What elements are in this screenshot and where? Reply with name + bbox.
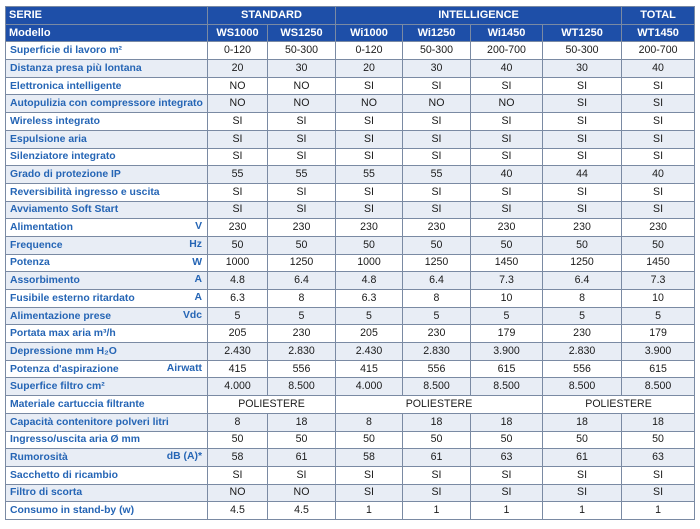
row-label <box>6 42 208 60</box>
table-cell: 5 <box>471 307 543 325</box>
row-label <box>6 219 208 237</box>
table-row <box>6 360 695 378</box>
table-cell: 63 <box>471 449 543 467</box>
table-row <box>6 502 695 520</box>
table-row <box>6 431 695 449</box>
row-unit: Vdc <box>182 309 202 321</box>
series-group-header: INTELLIGENCE <box>336 7 622 25</box>
table-cell: 5 <box>403 307 471 325</box>
table-cell: 1450 <box>471 254 543 272</box>
table-cell: 50 <box>336 431 403 449</box>
row-label-text: Distanza presa più lontana <box>10 62 142 74</box>
table-cell: 8 <box>336 413 403 431</box>
table-cell: 2.830 <box>543 343 622 361</box>
row-unit: A <box>194 292 202 303</box>
spec-table <box>5 6 695 520</box>
table-cell: SI <box>336 201 403 219</box>
table-cell: SI <box>268 466 336 484</box>
table-cell: 5 <box>336 307 403 325</box>
table-row-material <box>6 396 695 414</box>
table-cell: 556 <box>543 360 622 378</box>
row-label-text: Potenza <box>10 257 50 269</box>
table-cell: 2.830 <box>268 343 336 361</box>
row-unit: A <box>194 274 202 286</box>
table-cell: 1450 <box>622 254 695 272</box>
table-cell: 18 <box>268 413 336 431</box>
table-row <box>6 130 695 148</box>
table-cell: SI <box>403 183 471 201</box>
model-header: WT1250 <box>543 24 622 42</box>
table-row <box>6 290 695 308</box>
table-row <box>6 77 695 95</box>
material-cell: POLIESTERE <box>336 396 543 414</box>
table-cell: 5 <box>543 307 622 325</box>
table-cell: NO <box>471 95 543 113</box>
table-row <box>6 113 695 131</box>
table-cell: 5 <box>622 307 695 325</box>
table-cell: SI <box>543 466 622 484</box>
row-label <box>6 431 208 449</box>
row-unit: V <box>195 221 202 233</box>
model-header: WS1250 <box>268 24 336 42</box>
table-cell: SI <box>208 183 268 201</box>
table-cell: SI <box>622 466 695 484</box>
table-cell: SI <box>543 77 622 95</box>
table-cell: SI <box>471 183 543 201</box>
row-label <box>6 95 208 113</box>
table-cell: 50 <box>543 236 622 254</box>
table-cell: 1000 <box>208 254 268 272</box>
table-cell: 5 <box>268 307 336 325</box>
table-cell: 8 <box>403 290 471 308</box>
row-label-text: Frequence <box>10 239 63 251</box>
table-cell: 230 <box>622 219 695 237</box>
table-row <box>6 236 695 254</box>
table-cell: NO <box>208 484 268 502</box>
table-row <box>6 42 695 60</box>
table-cell: 18 <box>403 413 471 431</box>
table-cell: 179 <box>622 325 695 343</box>
table-cell: SI <box>403 466 471 484</box>
table-cell: NO <box>268 484 336 502</box>
table-cell: SI <box>622 77 695 95</box>
table-cell: 1 <box>336 502 403 520</box>
table-cell: 615 <box>471 360 543 378</box>
table-cell: SI <box>403 77 471 95</box>
table-cell: 4.5 <box>268 502 336 520</box>
table-cell: 230 <box>268 325 336 343</box>
table-cell: 1250 <box>543 254 622 272</box>
table-cell: SI <box>336 113 403 131</box>
table-cell: 50 <box>208 431 268 449</box>
table-cell: 205 <box>336 325 403 343</box>
model-header: Wi1250 <box>403 24 471 42</box>
table-cell: SI <box>208 466 268 484</box>
table-cell: 50 <box>622 431 695 449</box>
row-label-text: Elettronica intelligente <box>10 80 122 92</box>
row-unit: W <box>192 256 202 268</box>
row-label-text: Autopulizia con compressore integrato <box>10 98 203 110</box>
row-label-text: Espulsione aria <box>10 133 87 145</box>
row-label-text: Depressione mm H₂O <box>10 345 117 357</box>
table-cell: SI <box>471 113 543 131</box>
table-cell: SI <box>208 113 268 131</box>
table-cell: 1 <box>403 502 471 520</box>
table-cell: 179 <box>471 325 543 343</box>
row-label <box>6 502 208 520</box>
table-cell: 556 <box>268 360 336 378</box>
table-cell: 1250 <box>403 254 471 272</box>
table-cell: 615 <box>622 360 695 378</box>
table-cell: 18 <box>622 413 695 431</box>
table-cell: SI <box>471 466 543 484</box>
table-cell: SI <box>622 201 695 219</box>
table-cell: 415 <box>336 360 403 378</box>
table-row <box>6 148 695 166</box>
table-cell: 2.430 <box>336 343 403 361</box>
table-cell: SI <box>471 77 543 95</box>
table-cell: 8.500 <box>543 378 622 396</box>
table-cell: SI <box>208 201 268 219</box>
table-cell: 230 <box>471 219 543 237</box>
table-cell: SI <box>336 183 403 201</box>
row-label <box>6 201 208 219</box>
table-cell: SI <box>336 77 403 95</box>
table-cell: SI <box>622 130 695 148</box>
table-cell: 230 <box>268 219 336 237</box>
table-cell: SI <box>403 484 471 502</box>
table-cell: 6.4 <box>543 272 622 290</box>
table-cell: 50 <box>336 236 403 254</box>
table-cell: 415 <box>208 360 268 378</box>
table-cell: NO <box>336 95 403 113</box>
row-label <box>6 77 208 95</box>
table-row <box>6 272 695 290</box>
table-cell: SI <box>543 201 622 219</box>
table-header <box>6 7 695 42</box>
table-cell: 1 <box>471 502 543 520</box>
table-cell: SI <box>622 183 695 201</box>
table-row <box>6 166 695 184</box>
table-cell: SI <box>268 201 336 219</box>
table-cell: 1250 <box>268 254 336 272</box>
table-cell: 230 <box>543 325 622 343</box>
table-cell: 40 <box>471 60 543 78</box>
table-cell: 230 <box>543 219 622 237</box>
row-label <box>6 484 208 502</box>
table-cell: SI <box>268 113 336 131</box>
row-label-text: Grado di protezione IP <box>10 169 121 181</box>
table-cell: SI <box>471 148 543 166</box>
table-cell: SI <box>622 148 695 166</box>
serie-label: SERIE <box>6 7 208 25</box>
row-label <box>6 166 208 184</box>
table-cell: 6.3 <box>336 290 403 308</box>
table-cell: SI <box>543 113 622 131</box>
table-cell: 8 <box>208 413 268 431</box>
table-cell: 61 <box>268 449 336 467</box>
table-cell: SI <box>543 484 622 502</box>
row-label-text: Fusibile esterno ritardato <box>10 292 135 304</box>
table-cell: SI <box>403 113 471 131</box>
row-label-text: Ingresso/uscita aria Ø mm <box>10 434 140 446</box>
table-cell: SI <box>622 484 695 502</box>
row-label <box>6 254 208 272</box>
table-cell: 5 <box>208 307 268 325</box>
table-cell: 4.000 <box>336 378 403 396</box>
row-label <box>6 272 208 290</box>
table-row <box>6 413 695 431</box>
table-row <box>6 307 695 325</box>
row-label <box>6 113 208 131</box>
table-cell: 55 <box>208 166 268 184</box>
table-row <box>6 95 695 113</box>
table-cell: 2.830 <box>403 343 471 361</box>
table-cell: SI <box>268 183 336 201</box>
table-row <box>6 183 695 201</box>
table-body <box>6 42 695 520</box>
table-cell: 3.900 <box>471 343 543 361</box>
table-cell: 50-300 <box>268 42 336 60</box>
table-cell: SI <box>336 466 403 484</box>
table-cell: 61 <box>403 449 471 467</box>
table-row <box>6 201 695 219</box>
table-cell: 8.500 <box>403 378 471 396</box>
table-cell: 230 <box>336 219 403 237</box>
table-row <box>6 325 695 343</box>
series-group-header: TOTAL <box>622 7 695 25</box>
row-label <box>6 396 208 414</box>
table-cell: 55 <box>403 166 471 184</box>
table-cell: SI <box>543 148 622 166</box>
table-cell: 1000 <box>336 254 403 272</box>
material-cell: POLIESTERE <box>208 396 336 414</box>
table-cell: 30 <box>403 60 471 78</box>
table-cell: 8.500 <box>471 378 543 396</box>
table-cell: SI <box>622 113 695 131</box>
table-cell: SI <box>403 201 471 219</box>
row-label-text: Reversibilità ingresso e uscita <box>10 186 160 198</box>
header-row-modello <box>6 24 695 42</box>
table-row <box>6 449 695 467</box>
table-cell: 1 <box>543 502 622 520</box>
table-cell: 8.500 <box>622 378 695 396</box>
table-cell: 8 <box>268 290 336 308</box>
row-label-text: Capacità contenitore polveri litri <box>10 416 169 428</box>
table-cell: 1 <box>622 502 695 520</box>
table-cell: 40 <box>622 60 695 78</box>
row-label-text: Superficie di lavoro m² <box>10 45 123 57</box>
row-label <box>6 130 208 148</box>
row-label-text: Alimentazione prese <box>10 310 112 322</box>
table-cell: SI <box>543 130 622 148</box>
row-label <box>6 449 208 467</box>
row-unit: Airwatt <box>166 362 202 374</box>
row-label-text: Avviamento Soft Start <box>10 204 119 216</box>
row-label <box>6 236 208 254</box>
row-label-text: Filtro di scorta <box>10 487 83 499</box>
row-label <box>6 325 208 343</box>
row-label <box>6 378 208 396</box>
row-label-text: Sacchetto di ricambio <box>10 469 118 481</box>
table-cell: 50 <box>471 236 543 254</box>
table-cell: 200-700 <box>622 42 695 60</box>
row-label <box>6 290 208 308</box>
table-cell: 50 <box>208 236 268 254</box>
table-row <box>6 484 695 502</box>
table-cell: 4.8 <box>336 272 403 290</box>
table-row <box>6 254 695 272</box>
table-cell: 58 <box>208 449 268 467</box>
table-cell: SI <box>471 201 543 219</box>
row-label-text: Materiale cartuccia filtrante <box>10 398 145 410</box>
model-header: WT1450 <box>622 24 695 42</box>
table-cell: 61 <box>543 449 622 467</box>
table-cell: 230 <box>403 219 471 237</box>
table-cell: NO <box>268 95 336 113</box>
table-cell: 50-300 <box>403 42 471 60</box>
table-cell: 4.000 <box>208 378 268 396</box>
row-label-text: Alimentation <box>10 222 73 234</box>
modello-label: Modello <box>6 24 208 42</box>
table-cell: 8 <box>543 290 622 308</box>
model-header: Wi1450 <box>471 24 543 42</box>
table-cell: 40 <box>471 166 543 184</box>
row-label-text: Potenza d'aspirazione <box>10 363 119 375</box>
header-row-serie <box>6 7 695 25</box>
table-cell: 18 <box>471 413 543 431</box>
table-cell: SI <box>403 130 471 148</box>
table-row <box>6 343 695 361</box>
table-cell: 18 <box>543 413 622 431</box>
table-row <box>6 378 695 396</box>
row-label <box>6 148 208 166</box>
table-cell: 6.4 <box>403 272 471 290</box>
table-cell: 556 <box>403 360 471 378</box>
table-cell: 10 <box>622 290 695 308</box>
row-label-text: Consumo in stand-by (w) <box>10 505 135 517</box>
row-label-text: Assorbimento <box>10 275 80 287</box>
table-cell: 6.3 <box>208 290 268 308</box>
table-cell: 63 <box>622 449 695 467</box>
table-cell: NO <box>268 77 336 95</box>
table-cell: SI <box>336 148 403 166</box>
table-cell: 30 <box>543 60 622 78</box>
table-cell: 10 <box>471 290 543 308</box>
series-group-header: STANDARD <box>208 7 336 25</box>
row-label <box>6 360 208 378</box>
table-cell: 0-120 <box>208 42 268 60</box>
table-cell: 2.430 <box>208 343 268 361</box>
model-header: Wi1000 <box>336 24 403 42</box>
material-cell: POLIESTERE <box>543 396 695 414</box>
table-cell: 8.500 <box>268 378 336 396</box>
table-cell: 40 <box>622 166 695 184</box>
table-cell: 4.8 <box>208 272 268 290</box>
table-cell: 3.900 <box>622 343 695 361</box>
table-cell: 50-300 <box>543 42 622 60</box>
table-cell: 50 <box>268 431 336 449</box>
table-cell: 230 <box>403 325 471 343</box>
table-cell: 50 <box>403 431 471 449</box>
table-cell: 20 <box>336 60 403 78</box>
row-label-text: Portata max aria m³/h <box>10 328 116 340</box>
table-cell: SI <box>622 95 695 113</box>
table-cell: 4.5 <box>208 502 268 520</box>
table-cell: 200-700 <box>471 42 543 60</box>
table-cell: 50 <box>543 431 622 449</box>
table-cell: 44 <box>543 166 622 184</box>
table-cell: SI <box>543 183 622 201</box>
table-cell: SI <box>208 130 268 148</box>
table-cell: SI <box>471 130 543 148</box>
row-unit: dB (A)* <box>166 451 202 463</box>
table-cell: 55 <box>268 166 336 184</box>
table-cell: SI <box>336 130 403 148</box>
table-cell: SI <box>543 95 622 113</box>
row-label-text: Silenziatore integrato <box>10 151 116 163</box>
table-row <box>6 466 695 484</box>
table-cell: SI <box>208 148 268 166</box>
table-cell: 7.3 <box>471 272 543 290</box>
table-cell: SI <box>403 148 471 166</box>
table-row <box>6 219 695 237</box>
model-header: WS1000 <box>208 24 268 42</box>
table-cell: 58 <box>336 449 403 467</box>
table-cell: 50 <box>268 236 336 254</box>
table-cell: 55 <box>336 166 403 184</box>
table-cell: SI <box>336 484 403 502</box>
table-cell: 0-120 <box>336 42 403 60</box>
row-label <box>6 60 208 78</box>
row-label <box>6 307 208 325</box>
row-unit: Hz <box>189 238 202 250</box>
table-cell: SI <box>268 148 336 166</box>
table-cell: NO <box>208 77 268 95</box>
row-label <box>6 343 208 361</box>
table-cell: 6.4 <box>268 272 336 290</box>
table-cell: 7.3 <box>622 272 695 290</box>
row-label-text: Wireless integrato <box>10 115 100 127</box>
table-cell: NO <box>208 95 268 113</box>
table-cell: 50 <box>471 431 543 449</box>
table-cell: 50 <box>622 236 695 254</box>
table-cell: NO <box>403 95 471 113</box>
table-cell: 205 <box>208 325 268 343</box>
row-label <box>6 466 208 484</box>
row-label-text: Superfice filtro cm² <box>10 381 105 393</box>
table-cell: SI <box>471 484 543 502</box>
row-label-text: Rumorosità <box>10 452 68 464</box>
table-cell: 20 <box>208 60 268 78</box>
table-cell: SI <box>268 130 336 148</box>
table-cell: 230 <box>208 219 268 237</box>
row-label <box>6 413 208 431</box>
table-row <box>6 60 695 78</box>
table-cell: 30 <box>268 60 336 78</box>
row-label <box>6 183 208 201</box>
table-cell: 50 <box>403 236 471 254</box>
